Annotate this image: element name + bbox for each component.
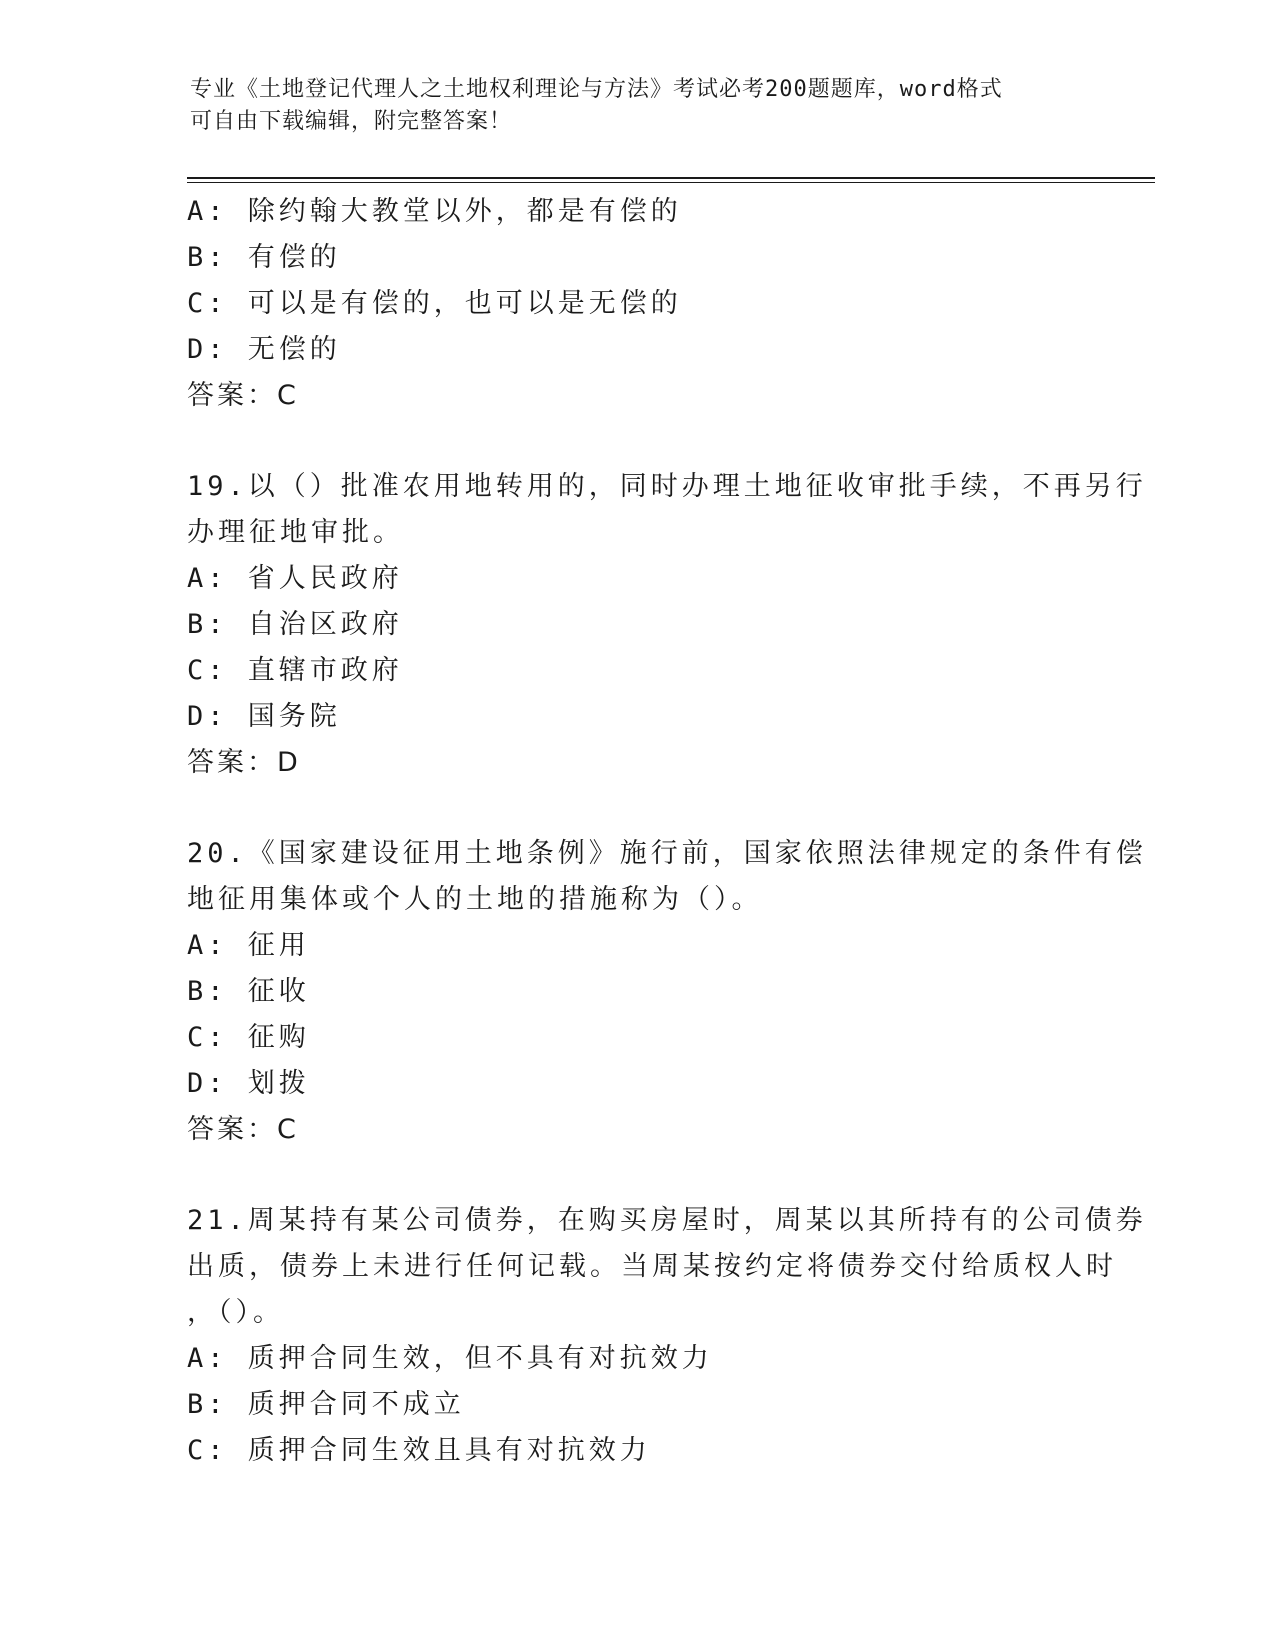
spacer (187, 419, 1087, 464)
question-stem-line: 出质，债券上未进行任何记载。当周某按约定将债券交付给质权人时 (187, 1251, 1117, 1282)
answer: 答案：C (187, 1114, 299, 1145)
header-divider-thick (187, 177, 1155, 179)
question-stem-line: 办理征地审批。 (187, 517, 404, 548)
option-c: C: 质押合同生效且具有对抗效力 (187, 1435, 651, 1466)
answer: 答案：D (187, 747, 301, 778)
question-stem-line: ，（）。 (187, 1297, 284, 1328)
question-20 (187, 831, 1147, 1153)
option-d: D: 划拨 (187, 1068, 310, 1099)
option-a: A: 征用 (187, 930, 310, 961)
option-b: B: 征收 (187, 976, 310, 1007)
question-stem-line: 地征用集体或个人的土地的措施称为（）。 (187, 884, 763, 915)
option-c: C: 直辖市政府 (187, 655, 403, 686)
question-19 (187, 464, 1147, 786)
option-a: A: 省人民政府 (187, 563, 403, 594)
question-stem-line: 21.周某持有某公司债券，在购买房屋时，周某以其所持有的公司债券 (187, 1205, 1147, 1236)
option-c: C: 可以是有偿的，也可以是无偿的 (187, 288, 682, 319)
option-a: A: 质押合同生效，但不具有对抗效力 (187, 1343, 713, 1374)
header-line-1: 专业《土地登记代理人之土地权利理论与方法》考试必考200题题库，word格式 (190, 77, 1003, 102)
header-line-2: 可自由下载编辑，附完整答案！ (190, 109, 513, 134)
question-21 (187, 1198, 1147, 1474)
question-18 (187, 189, 1087, 419)
answer: 答案：C (187, 380, 299, 411)
question-list (187, 189, 1147, 1474)
option-b: B: 有偿的 (187, 242, 341, 273)
document-header (190, 74, 1080, 138)
header-divider-thin (187, 182, 1155, 183)
option-d: D: 国务院 (187, 701, 341, 732)
option-a: A: 除约翰大教堂以外，都是有偿的 (187, 196, 682, 227)
spacer (187, 1153, 1087, 1198)
question-stem-line: 20.《国家建设征用土地条例》施行前，国家依照法律规定的条件有偿 (187, 838, 1147, 869)
option-b: B: 质押合同不成立 (187, 1389, 465, 1420)
option-b: B: 自治区政府 (187, 609, 403, 640)
spacer (187, 786, 1087, 831)
question-stem-line: 19.以（）批准农用地转用的，同时办理土地征收审批手续，不再另行 (187, 471, 1147, 502)
option-c: C: 征购 (187, 1022, 310, 1053)
option-d: D: 无偿的 (187, 334, 341, 365)
